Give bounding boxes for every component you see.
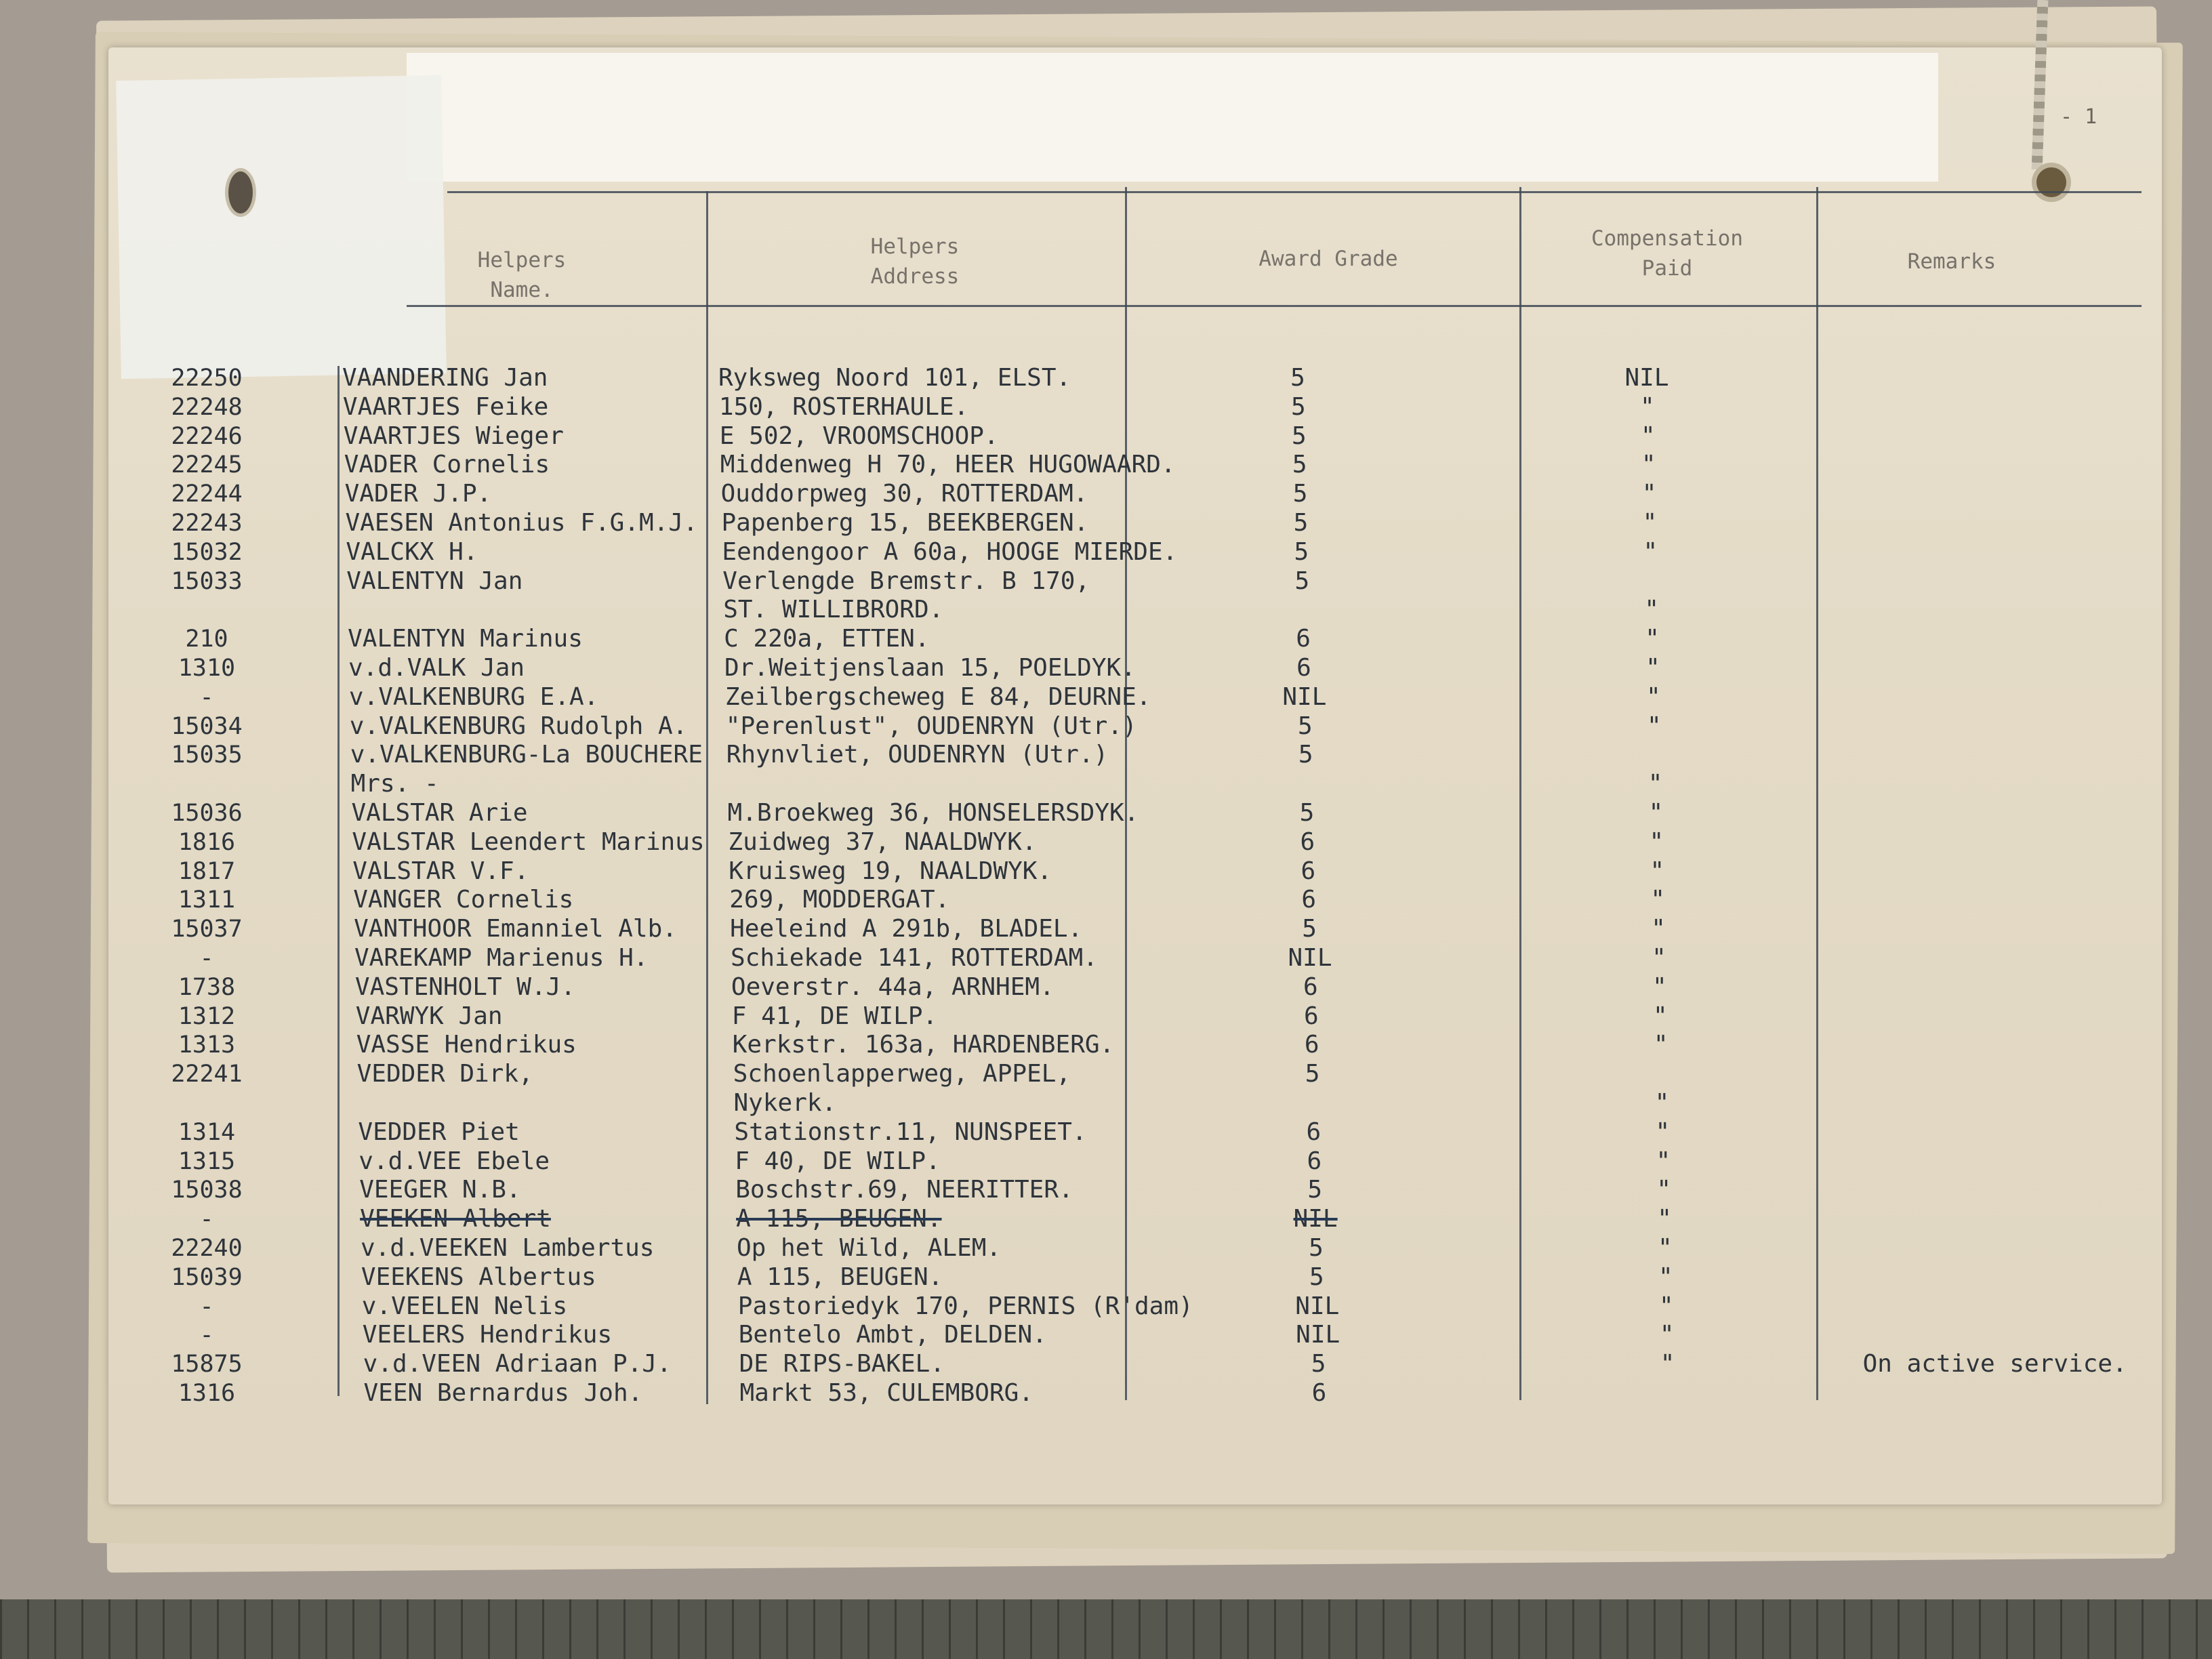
helper-name: VANTHOOR Emanniel Alb. xyxy=(354,915,677,943)
table-row xyxy=(0,392,2212,422)
table-row xyxy=(0,769,2212,799)
award-grade: 6 xyxy=(1300,857,1316,885)
helper-name: v.VALKENBURG-La BOUCHERE xyxy=(350,741,703,769)
table-row xyxy=(0,653,2212,683)
helper-name: v.d.VEEN Adriaan P.J. xyxy=(363,1350,672,1378)
award-grade: 5 xyxy=(1291,422,1307,450)
helper-name: v.VEELEN Nelis xyxy=(361,1292,568,1320)
helper-name: v.VALKENBURG E.A. xyxy=(348,682,599,711)
compensation-paid: " xyxy=(1652,972,1667,1001)
award-grade: NIL xyxy=(1282,682,1327,711)
award-grade: NIL xyxy=(1288,944,1332,972)
helper-name: VAARTJES Feike xyxy=(342,392,549,421)
award-grade: 5 xyxy=(1311,1350,1326,1378)
helper-name: VANGER Cornelis xyxy=(353,886,574,914)
table-row xyxy=(0,1030,2212,1060)
helper-name: VALSTAR V.F. xyxy=(352,857,529,885)
helper-number: 15037 xyxy=(171,916,243,943)
compensation-paid: " xyxy=(1654,1089,1670,1117)
table-row xyxy=(0,1349,2212,1379)
award-grade: 6 xyxy=(1301,886,1317,914)
compensation-paid: " xyxy=(1644,596,1660,624)
helper-address: "Perenlust", OUDENRYN (Utr.) xyxy=(725,712,1137,740)
compensation-paid: " xyxy=(1645,625,1660,653)
helper-address: ST. WILLIBRORD. xyxy=(723,596,944,624)
award-grade: 6 xyxy=(1304,1031,1319,1059)
helper-number: 1314 xyxy=(178,1118,236,1146)
helper-name: v.d.VALK Jan xyxy=(348,654,525,682)
table-row xyxy=(0,450,2212,480)
table-row xyxy=(0,567,2212,596)
award-grade: 6 xyxy=(1296,654,1311,682)
helper-name: VALENTYN Jan xyxy=(346,567,523,595)
helper-address: Ouddorpweg 30, ROTTERDAM. xyxy=(720,480,1088,508)
helper-address: Schoenlapperweg, APPEL, xyxy=(733,1060,1071,1088)
cutting-mat xyxy=(0,1599,2212,1659)
helper-number: 15039 xyxy=(171,1263,243,1291)
helper-address: Ryksweg Noord 101, ELST. xyxy=(718,364,1071,392)
remarks-text: On active service. xyxy=(1862,1350,2127,1378)
helper-address: F 40, DE WILP. xyxy=(735,1147,941,1175)
header-award-grade: Award Grade xyxy=(1258,247,1398,271)
helper-name: VASSE Hendrikus xyxy=(356,1031,577,1059)
compensation-paid: " xyxy=(1652,1002,1668,1030)
award-grade: 5 xyxy=(1309,1263,1324,1291)
table-row xyxy=(0,827,2212,857)
compensation-paid: " xyxy=(1645,654,1660,682)
helper-name: VARWYK Jan xyxy=(355,1002,503,1030)
helper-number: 22245 xyxy=(171,451,243,479)
compensation-paid: " xyxy=(1659,1321,1675,1349)
table-row xyxy=(0,508,2212,538)
helper-name: VALSTAR Leendert Marinus xyxy=(352,827,705,856)
helper-name: v.d.VEEKEN Lambertus xyxy=(361,1234,655,1262)
helper-address: Oeverstr. 44a, ARNHEM. xyxy=(731,972,1054,1001)
helper-address: Stationstr.11, NUNSPEET. xyxy=(734,1118,1087,1146)
award-grade: NIL xyxy=(1296,1321,1340,1349)
award-grade: 5 xyxy=(1294,537,1309,566)
award-grade: 6 xyxy=(1296,625,1311,653)
helper-number: 1313 xyxy=(178,1031,236,1059)
table-row xyxy=(0,682,2212,712)
helper-number: 22246 xyxy=(171,422,243,450)
table-row xyxy=(0,422,2212,451)
compensation-paid: " xyxy=(1656,1147,1671,1175)
table-row xyxy=(0,712,2212,741)
award-grade: 5 xyxy=(1291,392,1306,421)
award-grade: 5 xyxy=(1297,712,1313,740)
header-helpers-name: Helpers Name. xyxy=(477,248,567,302)
table-row xyxy=(0,624,2212,654)
helper-name: VEDDER Piet xyxy=(358,1118,520,1146)
table-row xyxy=(0,885,2212,915)
helper-address: Bentelo Ambt, DELDEN. xyxy=(738,1321,1047,1349)
header-helpers-address: Helpers Address xyxy=(870,234,960,289)
helper-number: - xyxy=(199,683,214,711)
award-grade: 5 xyxy=(1302,915,1317,943)
helper-number: 22241 xyxy=(171,1061,243,1088)
helper-name: Mrs. - xyxy=(350,770,439,798)
award-grade: 6 xyxy=(1303,1002,1319,1030)
helper-address: F 41, DE WILP. xyxy=(731,1002,938,1030)
award-grade: NIL xyxy=(1295,1292,1340,1320)
compensation-paid: " xyxy=(1648,799,1664,827)
compensation-paid: NIL xyxy=(1624,364,1669,392)
compensation-paid: " xyxy=(1649,827,1664,856)
helper-number: 22248 xyxy=(171,393,243,421)
award-grade: 6 xyxy=(1311,1379,1327,1407)
compensation-paid: " xyxy=(1660,1350,1675,1378)
award-grade: 6 xyxy=(1306,1118,1322,1146)
compensation-paid: " xyxy=(1650,886,1666,914)
helper-number: 1816 xyxy=(178,828,236,856)
compensation-paid: " xyxy=(1652,944,1666,972)
helper-name: VASTENHOLT W.J. xyxy=(354,972,576,1001)
helper-address: Rhynvliet, OUDENRYN (Utr.) xyxy=(726,741,1109,769)
helper-number: 15034 xyxy=(171,712,243,740)
helper-number: 15875 xyxy=(171,1351,243,1378)
helper-address: Zeilbergscheweg E 84, DEURNE. xyxy=(724,682,1151,711)
helper-address: Markt 53, CULEMBORG. xyxy=(739,1379,1033,1407)
helper-number: 22243 xyxy=(171,510,243,537)
helper-name: VAARTJES Wieger xyxy=(343,422,564,450)
helper-number: 15038 xyxy=(171,1176,243,1204)
helper-address: 269, MODDERGAT. xyxy=(729,886,950,914)
compensation-paid: " xyxy=(1643,537,1658,566)
helper-address: Kerkstr. 163a, HARDENBERG. xyxy=(732,1031,1115,1059)
helper-number: 22244 xyxy=(171,480,243,508)
compensation-paid: " xyxy=(1641,451,1656,479)
compensation-paid: " xyxy=(1658,1234,1673,1262)
award-grade: 5 xyxy=(1305,1060,1320,1088)
award-grade: 5 xyxy=(1299,799,1315,827)
header-top-rule xyxy=(447,191,2142,193)
helper-address: Nykerk. xyxy=(733,1089,837,1117)
helper-number: - xyxy=(199,1322,214,1349)
award-grade: NIL xyxy=(1293,1205,1338,1233)
table-row xyxy=(0,537,2212,567)
helper-address: M.Broekweg 36, HONSELERSDYK. xyxy=(727,799,1139,827)
compensation-paid: " xyxy=(1658,1263,1673,1291)
award-grade: 6 xyxy=(1307,1147,1322,1175)
table-row xyxy=(0,595,2212,625)
helper-address: Kruisweg 19, NAALDWYK. xyxy=(729,857,1052,885)
award-grade: 5 xyxy=(1293,509,1309,537)
helper-name: VALCKX H. xyxy=(346,537,478,566)
table-row xyxy=(0,479,2212,509)
table-row xyxy=(0,1088,2212,1118)
helper-number: 15032 xyxy=(171,538,243,566)
helper-number: 1310 xyxy=(178,655,236,682)
table-row xyxy=(0,1320,2212,1350)
helper-number: - xyxy=(199,1292,214,1320)
helper-address: 150, ROSTERHAULE. xyxy=(718,392,969,421)
binding-eyelet xyxy=(2032,163,2071,202)
compensation-paid: " xyxy=(1653,1031,1668,1059)
helper-name: VALENTYN Marinus xyxy=(348,625,583,653)
helper-number: 1316 xyxy=(178,1380,236,1407)
tape-strip-top xyxy=(407,53,1938,182)
compensation-paid: " xyxy=(1640,422,1656,450)
helper-address: Eendengoor A 60a, HOOGE MIERDE. xyxy=(722,537,1178,566)
table-row xyxy=(0,1118,2212,1147)
compensation-paid: " xyxy=(1650,857,1665,885)
helper-address: C 220a, ETTEN. xyxy=(724,625,930,653)
table-row xyxy=(0,1378,2212,1408)
table-row xyxy=(0,1292,2212,1322)
helper-address: Papenberg 15, BEEKBERGEN. xyxy=(721,509,1089,537)
helper-number: 210 xyxy=(185,626,228,653)
page-number: - 1 xyxy=(2060,105,2097,129)
table-row xyxy=(0,740,2212,770)
compensation-paid: " xyxy=(1641,480,1657,508)
table-row xyxy=(0,1175,2212,1205)
award-grade: 5 xyxy=(1292,480,1308,508)
helper-number: 1738 xyxy=(178,973,236,1001)
helper-number: 22240 xyxy=(171,1235,243,1262)
table-row xyxy=(0,1263,2212,1292)
helper-name: v.d.VEE Ebele xyxy=(359,1147,550,1175)
helper-address: Op het Wild, ALEM. xyxy=(737,1234,1002,1262)
helper-address: Verlengde Bremstr. B 170, xyxy=(722,567,1090,595)
helper-address: Boschstr.69, NEERITTER. xyxy=(735,1176,1073,1204)
helper-number: 22250 xyxy=(171,365,243,392)
compensation-paid: " xyxy=(1642,509,1658,537)
helper-address: E 502, VROOMSCHOOP. xyxy=(719,422,999,450)
helper-number: 1311 xyxy=(178,886,236,914)
award-grade: 5 xyxy=(1298,741,1313,769)
helper-name: VAANDERING Jan xyxy=(342,364,548,392)
award-grade: 5 xyxy=(1307,1176,1323,1204)
helper-number: 15036 xyxy=(171,800,243,827)
helper-address: Dr.Weitjenslaan 15, POELDYK. xyxy=(724,654,1136,682)
helper-name: VEEKEN Albert xyxy=(360,1205,551,1233)
compensation-paid: " xyxy=(1658,1292,1674,1320)
helper-number: - xyxy=(199,1206,214,1233)
helper-address: Heeleind A 291b, BLADEL. xyxy=(730,915,1083,943)
table-row xyxy=(0,363,2212,393)
compensation-paid: " xyxy=(1655,1118,1671,1146)
header-remarks: Remarks xyxy=(1907,249,1996,274)
table-row xyxy=(0,914,2212,944)
helper-name: v.VALKENBURG Rudolph A. xyxy=(349,712,688,740)
table-row xyxy=(0,1002,2212,1031)
helper-address: A 115, BEUGEN. xyxy=(736,1205,942,1233)
award-grade: 5 xyxy=(1292,451,1307,479)
helper-number: 15033 xyxy=(171,567,243,595)
compensation-paid: " xyxy=(1657,1205,1672,1233)
punch-hole xyxy=(225,168,256,217)
compensation-paid: " xyxy=(1651,915,1666,943)
award-grade: 5 xyxy=(1290,364,1305,392)
table-row xyxy=(0,857,2212,886)
header-bottom-rule xyxy=(407,305,2142,307)
helper-number: 15035 xyxy=(171,741,243,769)
helper-name: VEELERS Hendrikus xyxy=(362,1321,613,1349)
award-grade: 6 xyxy=(1300,827,1315,856)
helper-address: Zuidweg 37, NAALDWYK. xyxy=(728,827,1037,856)
header-compensation-paid: Compensation Paid xyxy=(1591,226,1743,281)
table-row xyxy=(0,972,2212,1002)
table-row xyxy=(0,798,2212,828)
helper-number: 1312 xyxy=(178,1002,236,1030)
table-row xyxy=(0,1147,2212,1176)
award-grade: 5 xyxy=(1294,567,1310,595)
compensation-paid: " xyxy=(1640,392,1655,421)
compensation-paid: " xyxy=(1646,682,1661,711)
compensation-paid: " xyxy=(1656,1176,1672,1204)
compensation-paid: " xyxy=(1647,770,1663,798)
helper-number: 1315 xyxy=(178,1147,236,1175)
compensation-paid: " xyxy=(1646,712,1662,740)
helper-number: - xyxy=(199,945,214,972)
table-row xyxy=(0,1204,2212,1234)
helper-address: DE RIPS-BAKEL. xyxy=(739,1350,945,1378)
helper-address: Middenweg H 70, HEER HUGOWAARD. xyxy=(720,451,1176,479)
helper-name: VAESEN Antonius F.G.M.J. xyxy=(345,509,698,537)
helper-name: VEEGER N.B. xyxy=(359,1176,521,1204)
tape-strip-left xyxy=(116,75,447,379)
helper-name: VALSTAR Arie xyxy=(351,799,528,827)
helper-address: Pastoriedyk 170, PERNIS (R'dam) xyxy=(737,1292,1193,1320)
helper-name: VEDDER Dirk, xyxy=(356,1060,533,1088)
helper-address: A 115, BEUGEN. xyxy=(737,1263,943,1291)
helper-address: Schiekade 141, ROTTERDAM. xyxy=(731,944,1098,972)
table-row xyxy=(0,1233,2212,1263)
table-row xyxy=(0,1059,2212,1089)
table-row xyxy=(0,943,2212,973)
award-grade: 6 xyxy=(1303,972,1318,1001)
helper-name: VEEKENS Albertus xyxy=(361,1263,596,1291)
helper-name: VAREKAMP Marienus H. xyxy=(354,944,649,972)
helper-name: VEEN Bernardus Joh. xyxy=(363,1379,643,1407)
helper-name: VADER J.P. xyxy=(344,480,492,508)
helper-name: VADER Cornelis xyxy=(344,451,550,479)
helper-number: 1817 xyxy=(178,857,236,885)
award-grade: 5 xyxy=(1309,1234,1324,1262)
